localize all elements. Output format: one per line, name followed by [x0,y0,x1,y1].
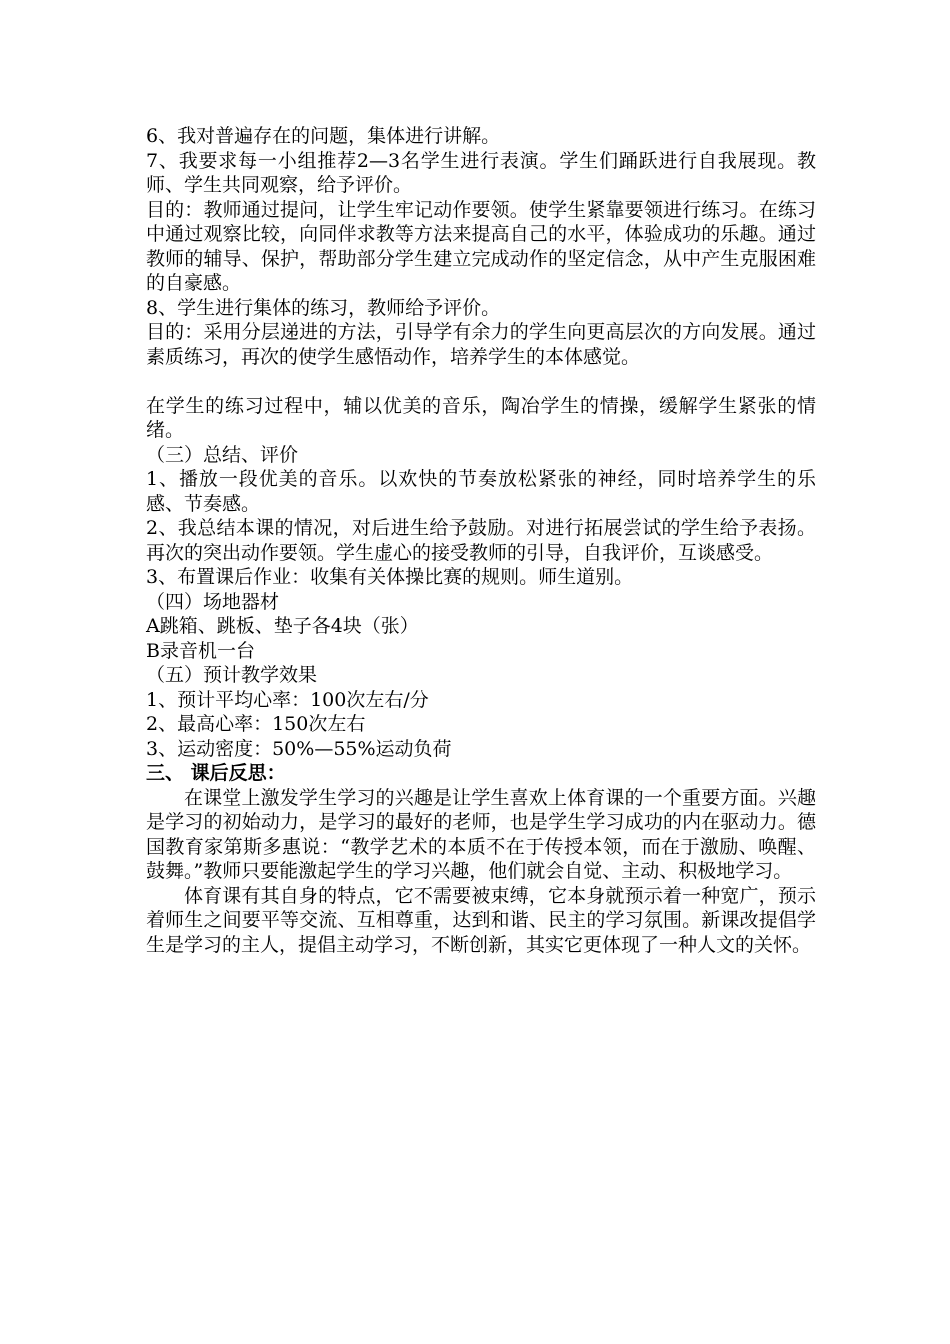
paragraph: 1、播放一段优美的音乐。以欢快的节奏放松紧张的神经，同时培养学生的乐感、节奏感。 [146,468,816,515]
paragraph: 在学生的练习过程中，辅以优美的音乐，陶冶学生的情操，缓解学生紧张的情绪。 [146,394,816,441]
paragraph: 7、我要求每一小组推荐2—3名学生进行表演。学生们踊跃进行自我展现。教师、学生共同观察，给予评价。 [146,149,816,196]
section-heading: （五）预计教学效果 [146,664,318,686]
paragraph: 1、预计平均心率：100次左右/分 [146,688,429,711]
section-heading: （三）总结、评价 [146,443,299,466]
paragraph: B录音机一台 [146,639,255,662]
paragraph: 6、我对普遍存在的问题，集体进行讲解。 [146,125,501,147]
document-body [146,124,816,957]
paragraph: 2、我总结本课的情况，对后进生给予鼓励。对进行拓展尝试的学生给予表扬。再次的突出动作要领。学生虚心的接受教师的引导，自我评价，互谈感受。 [146,517,816,564]
paragraph: 3、运动密度：50%—55%运动负荷 [146,737,452,760]
paragraph: 体育课有其自身的特点，它不需要被束缚，它本身就预示着一种宽广，预示着师生之间要平等交流、互相尊重，达到和谐、民主的学习氛围。新课改提倡学生是学习的主人，提倡主动学习，不断创新，其实它更体现了一种人文的关怀。 [146,884,816,956]
major-heading: 三、 课后反思： [146,762,286,784]
paragraph: 8、学生进行集体的练习，教师给予评价。 [146,296,501,319]
paragraph: 目的：教师通过提问，让学生牢记动作要领。使学生紧靠要领进行练习。在练习中通过观察比较，向同伴求教等方法来提高自己的水平，体验成功的乐趣。通过教师的辅导、保护，帮助部分学生建立完成动作的坚定信念，从中产生克服困难的自豪感。 [146,198,816,294]
section-heading: （四）场地器材 [146,590,280,613]
paragraph: 3、布置课后作业：收集有关体操比赛的规则。师生道别。 [146,566,634,588]
paragraph: 目的：采用分层递进的方法，引导学有余力的学生向更高层次的方向发展。通过素质练习，再次的使学生感悟动作，培养学生的本体感觉。 [146,321,816,368]
paragraph: 在课堂上激发学生学习的兴趣是让学生喜欢上体育课的一个重要方面。兴趣是学习的初始动力，是学习的最好的老师，也是学生学习成功的内在驱动力。德国教育家第斯多惠说：“教学艺术的本质不在于传授本领，而在于激励、唤醒、鼓舞。”教师只要能激起学生的学习兴趣，他们就会自觉、主动、积极地学习。 [146,786,816,882]
paragraph: A跳箱、跳板、垫子各4块（张） [146,615,419,637]
blank-line [146,369,816,394]
paragraph: 2、最高心率：150次左右 [146,713,366,735]
